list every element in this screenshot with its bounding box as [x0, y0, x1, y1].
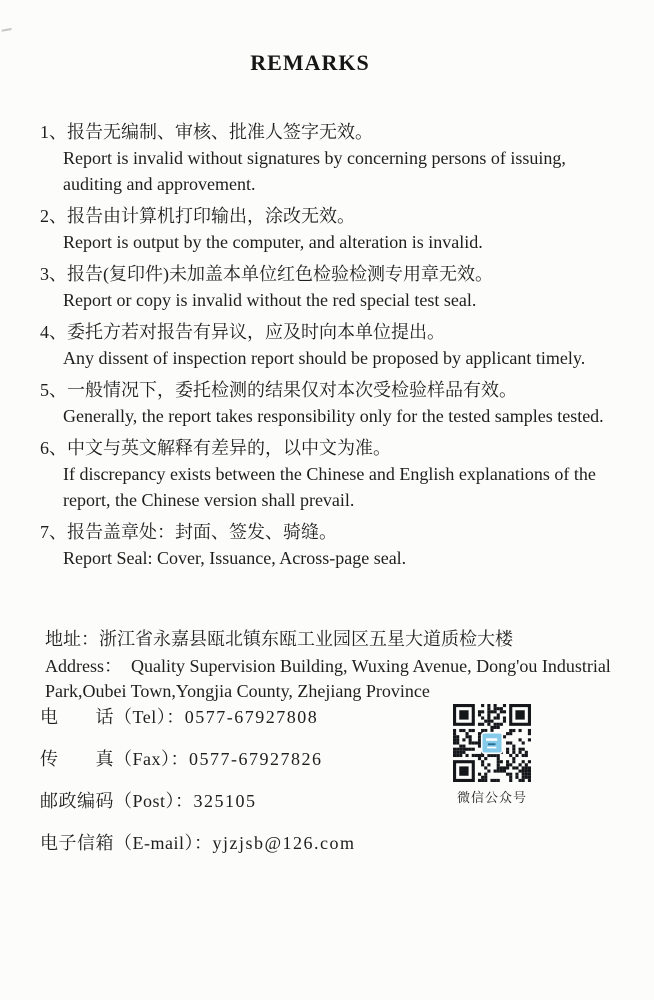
remark-english-text: Any dissent of inspection report should be proposed by applicant timely.: [63, 348, 586, 368]
post-value: 325105: [193, 791, 257, 811]
remark-number: 4、: [40, 322, 67, 342]
remark-chinese-text: 中文与英文解释有差异的，以中文为准。: [67, 438, 391, 458]
remark-chinese-text: 报告由计算机打印输出，涂改无效。: [67, 206, 355, 226]
fax-value: 0577-67927826: [189, 749, 323, 769]
wechat-qr-block: [452, 704, 532, 806]
remark-chinese-text: 报告(复印件)未加盖本单位红色检验检测专用章无效。: [67, 264, 493, 284]
contact-row-email: [40, 830, 440, 856]
remark-item-5: [40, 377, 632, 429]
remark-number: 7、: [40, 522, 67, 542]
page-title: REMARKS: [250, 50, 370, 75]
remark-chinese-text: 报告盖章处：封面、签发、骑缝。: [67, 522, 337, 542]
contact-row-fax: [40, 746, 440, 772]
remark-item-7: [40, 519, 632, 571]
contact-block: [40, 704, 440, 872]
wechat-qr-code-image: [453, 704, 531, 782]
address-chinese: 地址：浙江省永嘉县瓯北镇东瓯工业园区五星大道质检大楼: [45, 629, 513, 649]
remark-number: 6、: [40, 438, 67, 458]
email-label: 电子信箱（E-mail）：: [40, 833, 213, 853]
post-label: 邮政编码（Post）：: [40, 791, 194, 811]
remark-number: 3、: [40, 264, 67, 284]
address-block: [45, 627, 625, 704]
remark-item-2: [40, 203, 632, 255]
remark-item-1: [40, 119, 632, 197]
wechat-qr-caption: 微信公众号: [456, 790, 527, 805]
remark-chinese-text: 委托方若对报告有异议，应及时向本单位提出。: [67, 322, 445, 342]
remark-english-text: Report Seal: Cover, Issuance, Across-page seal.: [63, 548, 407, 568]
remark-number: 1、: [40, 122, 67, 142]
email-value: yjzjsb@126.com: [212, 833, 356, 853]
remark-item-4: [40, 319, 632, 371]
tel-label: 电 话（Tel）：: [40, 707, 185, 727]
scan-artifact: [0, 28, 12, 36]
remark-item-6: [40, 435, 632, 513]
tel-value: 0577-67927808: [184, 707, 319, 727]
address-english: Address： Quality Supervision Building, Wuxing Avenue, Dong'ou Industrial Park,Oubei Town,Yongjia County, Zhejiang Province: [45, 656, 616, 701]
remark-english-text: Report is output by the computer, and alteration is invalid.: [63, 232, 483, 252]
remark-chinese-text: 报告无编制、审核、批准人签字无效。: [67, 122, 373, 142]
remark-item-3: [40, 261, 632, 313]
remark-english-text: Generally, the report takes responsibility only for the tested samples tested.: [63, 406, 604, 426]
remarks-list: [40, 119, 632, 577]
fax-label: 传 真（Fax）：: [40, 749, 189, 769]
remark-chinese-text: 一般情况下，委托检测的结果仅对本次受检验样品有效。: [67, 380, 517, 400]
contact-row-post: [40, 788, 440, 814]
remark-english-text: Report is invalid without signatures by concerning persons of issuing, auditing and approvement.: [63, 148, 571, 194]
remark-number: 5、: [40, 380, 67, 400]
remark-english-text: Report or copy is invalid without the red special test seal.: [63, 290, 477, 310]
contact-row-tel: [40, 704, 440, 730]
remark-english-text: If discrepancy exists between the Chinese and English explanations of the report, the Chinese version shall prevail.: [63, 464, 601, 510]
remark-number: 2、: [40, 206, 67, 226]
